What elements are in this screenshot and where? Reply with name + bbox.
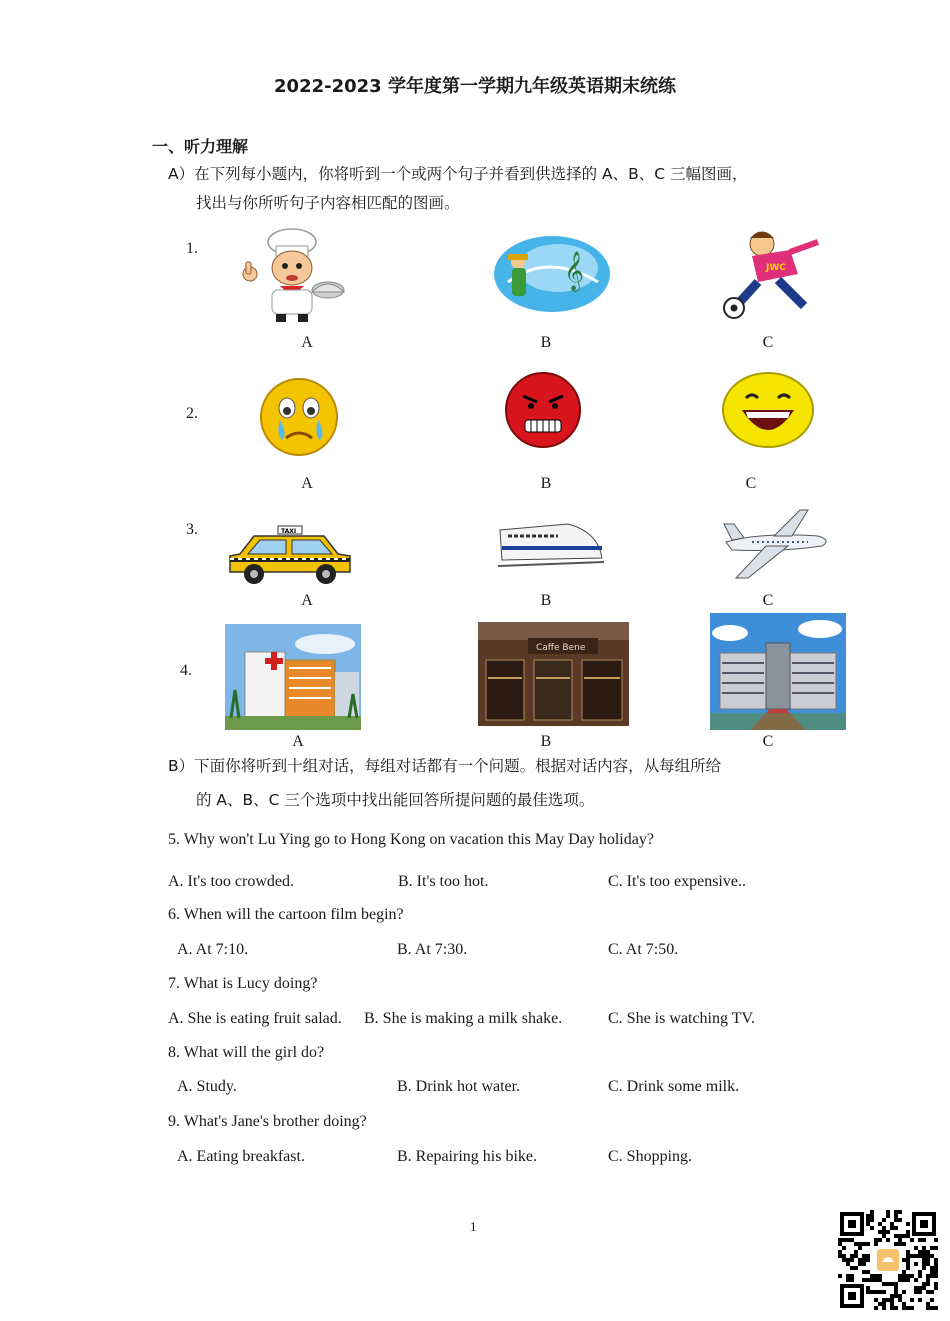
- option-label: C: [762, 592, 774, 609]
- office-building-image: [710, 613, 846, 730]
- chef-image: [236, 226, 346, 326]
- cafe-sign: Caffe Bene: [536, 643, 586, 653]
- option-label: B: [540, 592, 552, 609]
- option-b: B. Repairing his bike.: [397, 1148, 537, 1165]
- question-text: 7. What is Lucy doing?: [168, 975, 318, 992]
- option-a: A. Study.: [177, 1078, 237, 1095]
- option-label: B: [540, 475, 552, 492]
- option-a: A. She is eating fruit salad.: [168, 1010, 342, 1027]
- hospital-building-image: [225, 624, 361, 730]
- option-b: B. She is making a milk shake.: [364, 1010, 563, 1027]
- question-text: 6. When will the cartoon film begin?: [168, 906, 404, 923]
- option-label: C: [762, 733, 774, 750]
- option-a: A. It's too crowded.: [168, 873, 294, 890]
- music-dancer-image: [488, 232, 610, 316]
- option-a: A. Eating breakfast.: [177, 1148, 305, 1165]
- option-c: C. Drink some milk.: [608, 1078, 740, 1095]
- option-label: B: [540, 733, 552, 750]
- page-title: 2022-2023 学年度第一学期九年级英语期末统练: [274, 76, 676, 97]
- angry-face-image: [503, 370, 583, 450]
- option-label: B: [540, 334, 552, 351]
- shirt-text: JWC: [766, 263, 786, 273]
- option-c: C. She is watching TV.: [608, 1010, 755, 1027]
- question-number: 2.: [186, 405, 198, 422]
- soccer-player-image: [718, 224, 826, 322]
- option-a: A. At 7:10.: [177, 941, 249, 958]
- crying-face-image: [256, 374, 342, 460]
- part-a-instruction-line1: A）在下列每小题内，你将听到一个或两个句子并看到供选择的 A、B、C 三幅图画，: [168, 165, 748, 183]
- option-label: C: [762, 334, 774, 351]
- question-number: 3.: [186, 521, 198, 538]
- option-label: A: [301, 592, 313, 609]
- option-c: C. At 7:50.: [608, 941, 679, 958]
- question-text: 8. What will the girl do?: [168, 1044, 325, 1061]
- page-number: 1: [470, 1219, 477, 1234]
- option-b: B. It's too hot.: [398, 873, 489, 890]
- question-number: 1.: [186, 240, 198, 257]
- qr-code: [838, 1210, 938, 1310]
- option-b: B. At 7:30.: [397, 941, 468, 958]
- part-a-instruction-line2: 找出与你所听句子内容相匹配的图画。: [196, 194, 460, 212]
- part-b-instruction-line2: 的 A、B、C 三个选项中找出能回答所提问题的最佳选项。: [196, 791, 595, 809]
- option-label: A: [301, 334, 313, 351]
- part-b-instruction-line1: B）下面你将听到十组对话，每组对话都有一个问题。根据对话内容，从每组所给: [168, 757, 722, 775]
- section-heading-listening: 一、听力理解: [152, 137, 249, 156]
- airplane-image: [722, 506, 832, 584]
- question-number: 4.: [180, 662, 192, 679]
- laughing-face-image: [720, 370, 816, 450]
- option-label: A: [292, 733, 304, 750]
- taxi-image: [226, 524, 354, 586]
- option-c: C. Shopping.: [608, 1148, 693, 1165]
- option-c: C. It's too expensive..: [608, 873, 746, 890]
- question-text: 9. What's Jane's brother doing?: [168, 1113, 367, 1130]
- cafe-image: [478, 622, 629, 726]
- svg-text:𝄞: 𝄞: [564, 251, 585, 291]
- option-label: A: [301, 475, 313, 492]
- question-text: 5. Why won't Lu Ying go to Hong Kong on vacation this May Day holiday?: [168, 831, 654, 848]
- taxi-sign: TAXI: [281, 528, 297, 535]
- option-b: B. Drink hot water.: [397, 1078, 521, 1095]
- train-image: [498, 518, 604, 574]
- option-label: C: [745, 475, 757, 492]
